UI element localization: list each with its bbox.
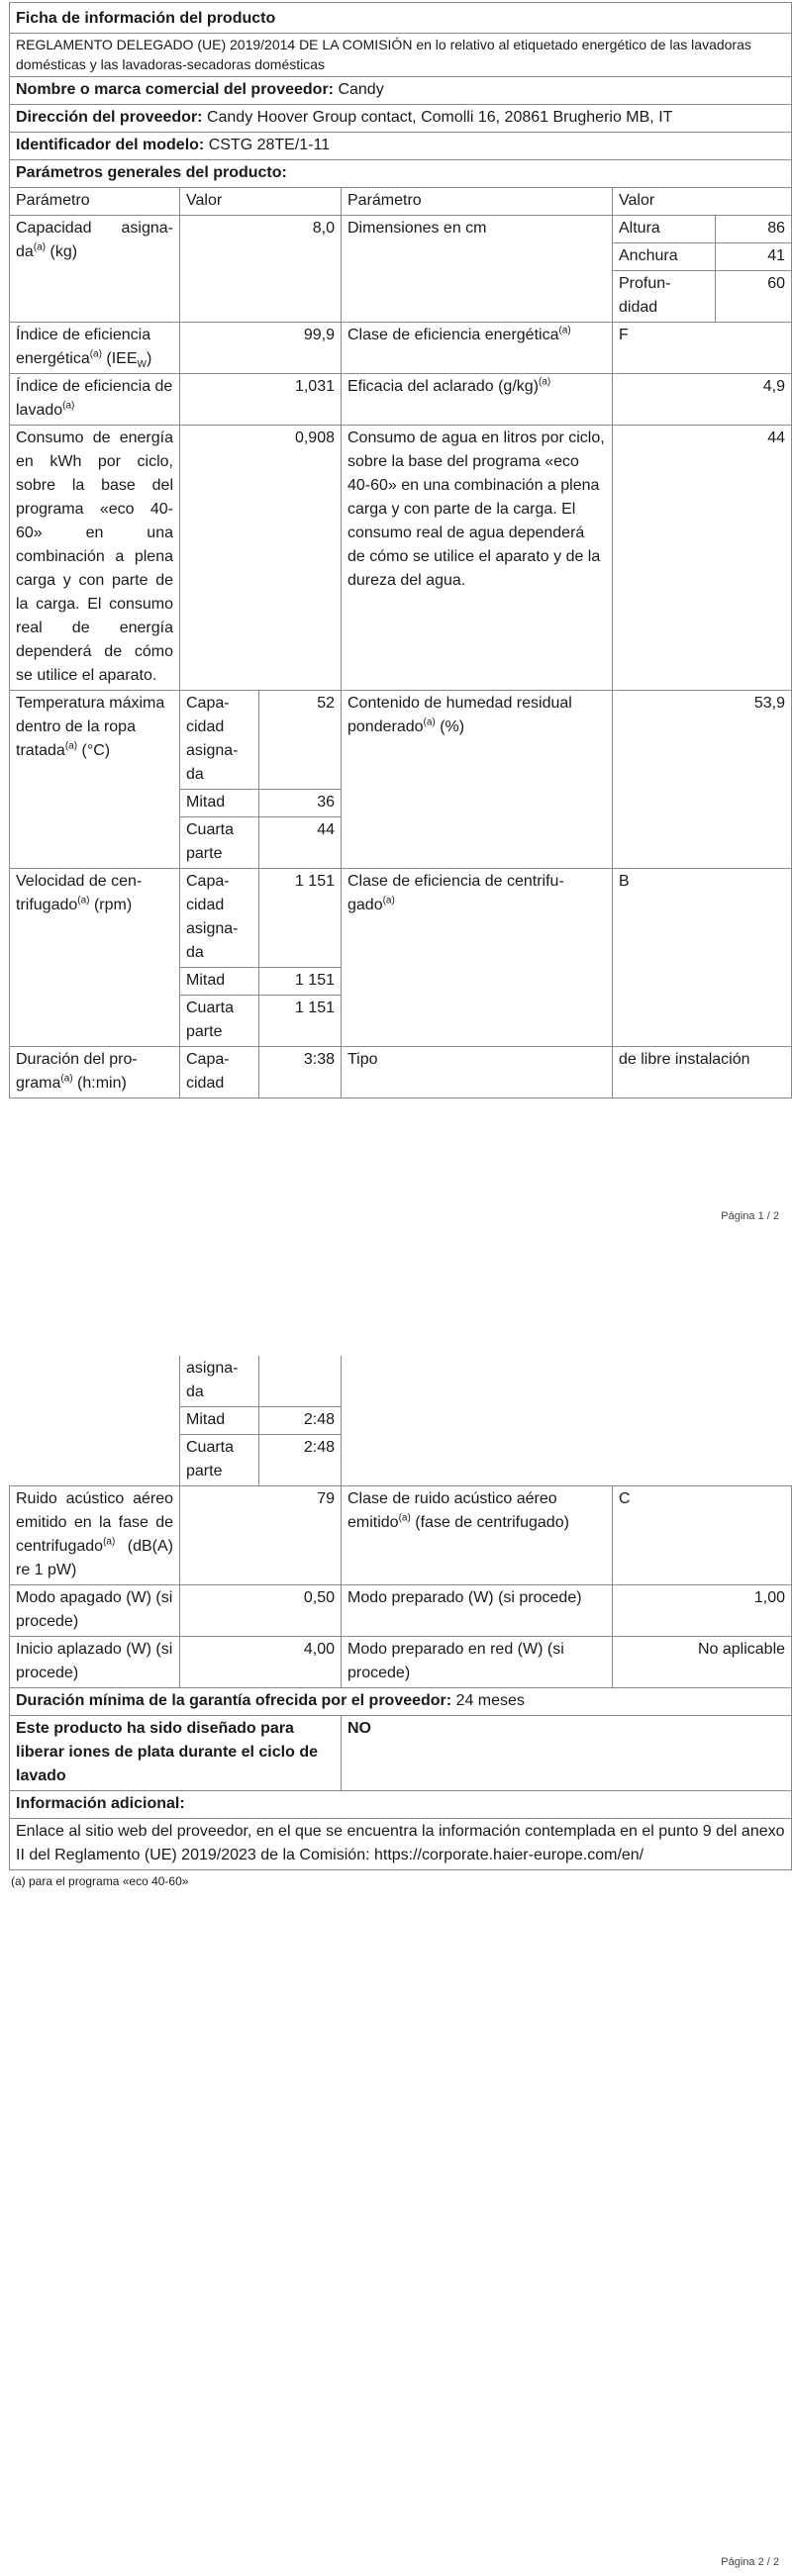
- water-consumption-label: Consumo de agua en litros por ciclo, sobre la base del programa «eco 40-60» en una combinación a plena carga y con parte de la carga. El consumo real de agua dependerá de cómo se utilice el aparato y de la dureza del agua.: [342, 426, 613, 691]
- moisture-value: 53,9: [613, 691, 792, 869]
- spin-class-label: Clase de eficiencia de centrifu-gado$^{(a)}$: [342, 869, 613, 1047]
- regulation-text: REGLAMENTO DELEGADO (UE) 2019/2014 DE LA COMISIÓN en lo relativo al etiquetado energético de las lavadoras domésticas y las lavadoras-secadoras domésticas: [10, 34, 792, 77]
- noise-label: Ruido acústico aéreo emitido en la fase de centrifugado$^{(a)}$ (dB(A) re 1 pW): [10, 1486, 180, 1585]
- duration-rated-continued-blank: [259, 1356, 342, 1407]
- spin-quarter-value: 1 151: [259, 996, 342, 1047]
- spin-sub-quarter: Cuarta parte: [180, 996, 259, 1047]
- col-header-value-2: Valor: [613, 188, 792, 216]
- noise-class-value: C: [613, 1486, 792, 1585]
- depth-value: 60: [716, 271, 792, 323]
- temp-quarter-value: 44: [259, 817, 342, 869]
- general-params-heading: Parámetros generales del producto:: [10, 160, 792, 188]
- spin-rated-value: 1 151: [259, 869, 342, 968]
- supplier-address-value: Candy Hoover Group contact, Comolli 16, 20861 Brugherio MB, IT: [206, 109, 673, 126]
- height-value: 86: [716, 216, 792, 243]
- duration-right-blank: [342, 1356, 792, 1486]
- page-number-1: Página 1 / 2: [721, 1210, 779, 1222]
- washing-efficiency-label: Índice de eficiencia de lavado$^{(a)}$: [10, 374, 180, 426]
- type-value: de libre instalación: [613, 1047, 792, 1098]
- capacity-value: 8,0: [180, 216, 342, 323]
- silver-ions-label: Este producto ha sido diseñado para liberar iones de plata durante el ciclo de lavado: [10, 1716, 342, 1791]
- document-page-2: [9, 1356, 791, 1892]
- duration-sub-quarter: Cuarta parte: [180, 1435, 259, 1486]
- supplier-name-label: Nombre o marca comercial del proveedor:: [16, 81, 334, 98]
- page-2: [0, 1287, 792, 2576]
- spin-sub-half: Mitad: [180, 968, 259, 996]
- model-id-row: [10, 133, 792, 160]
- standby-value: 1,00: [613, 1585, 792, 1637]
- info-table-page-2: [9, 1356, 792, 1870]
- model-id-value: CSTG 28TE/1-11: [208, 137, 331, 153]
- energy-class-label: Clase de eficiencia energética$^{(a)}$: [342, 323, 613, 374]
- duration-rated-value: 3:38: [259, 1047, 342, 1098]
- column-header-row: [10, 188, 792, 216]
- additional-info-heading: Información adicional:: [10, 1791, 792, 1819]
- temp-sub-half: Mitad: [180, 790, 259, 817]
- duration-sub-rated-part1: Capa-cidad: [180, 1047, 259, 1098]
- silver-ions-value: NO: [342, 1716, 792, 1791]
- guarantee-row: [10, 1688, 792, 1716]
- energy-class-value: F: [613, 323, 792, 374]
- network-standby-value: No aplicable: [613, 1637, 792, 1688]
- type-label: Tipo: [342, 1047, 613, 1098]
- guarantee-value: 24 meses: [455, 1692, 525, 1709]
- duration-sub-rated-part2: asigna-da: [180, 1356, 259, 1407]
- spin-class-value: B: [613, 869, 792, 1047]
- additional-info-text: Enlace al sitio web del proveedor, en el que se encuentra la información contemplada en el punto 9 del anexo II del Reglamento (UE) 2019/2023 de la Comisión: https://corporate.haier-europe.com/en/: [10, 1819, 792, 1870]
- energy-consumption-value: 0,908: [180, 426, 342, 691]
- temp-rated-value: 52: [259, 691, 342, 790]
- supplier-name-row: [10, 77, 792, 105]
- delay-start-value: 4,00: [180, 1637, 342, 1688]
- spin-sub-rated: Capa-cidad asigna-da: [180, 869, 259, 968]
- footnote: (a) para el programa «eco 40-60»: [11, 1874, 189, 1888]
- rinse-value: 4,9: [613, 374, 792, 426]
- temp-sub-quarter: Cuarta parte: [180, 817, 259, 869]
- duration-label: Duración del pro-grama$^{(a)}$ (h:min): [10, 1047, 180, 1098]
- guarantee-label: Duración mínima de la garantía ofrecida por el proveedor:: [16, 1692, 452, 1709]
- duration-sub-half: Mitad: [180, 1407, 259, 1435]
- off-mode-value: 0,50: [180, 1585, 342, 1637]
- moisture-label: Contenido de humedad residual ponderado$^{(a)}$ (%): [342, 691, 613, 869]
- eei-value: 99,9: [180, 323, 342, 374]
- page-number-2: Página 2 / 2: [721, 2556, 779, 2568]
- temperature-label: Temperatura máxima dentro de la ropa tratada$^{(a)}$ (°C): [10, 691, 180, 869]
- supplier-address-row: [10, 105, 792, 133]
- noise-value: 79: [180, 1486, 342, 1585]
- info-table-page-1: [9, 2, 792, 1098]
- supplier-address-label: Dirección del proveedor:: [16, 109, 203, 126]
- capacity-label: Capacidad asigna-$da^{(a)}$ (kg): [10, 216, 180, 323]
- page-1: [0, 0, 792, 1287]
- off-mode-label: Modo apagado (W) (si procede): [10, 1585, 180, 1637]
- energy-consumption-label: Consumo de energía en kWh por ciclo, sobre la base del programa «eco 40-60» en una combinación a plena carga y con parte de la carga. El consumo real de energía dependerá de cómo se utilice el aparato.: [10, 426, 180, 691]
- duration-quarter-value: 2:48: [259, 1435, 342, 1486]
- height-label: Altura: [613, 216, 716, 243]
- col-header-value-1: Valor: [180, 188, 342, 216]
- water-consumption-value: 44: [613, 426, 792, 691]
- spin-half-value: 1 151: [259, 968, 342, 996]
- duration-half-value: 2:48: [259, 1407, 342, 1435]
- col-header-param-1: Parámetro: [10, 188, 180, 216]
- rinse-label: Eficacia del aclarado $(g/kg)^{(a)}$: [342, 374, 613, 426]
- delay-start-label: Inicio aplazado (W) (si procede): [10, 1637, 180, 1688]
- col-header-param-2: Parámetro: [342, 188, 613, 216]
- network-standby-label: Modo preparado en red (W) (si procede): [342, 1637, 613, 1688]
- width-value: 41: [716, 243, 792, 271]
- depth-label: Profun-didad: [613, 271, 716, 323]
- washing-efficiency-value: 1,031: [180, 374, 342, 426]
- noise-class-label: Clase de ruido acústico aéreo emitido$^{(a)}$ (fase de centrifugado): [342, 1486, 613, 1585]
- eei-label: Índice de eficiencia energética$^{(a)}$ $(IEE_W)$: [10, 323, 180, 374]
- spin-speed-label: Velocidad de cen-trifugado$^{(a)}$ (rpm): [10, 869, 180, 1047]
- supplier-name-value: Candy: [338, 81, 384, 98]
- dimensions-label: Dimensiones en cm: [342, 216, 613, 323]
- temp-sub-rated: Capa-cidad asigna-da: [180, 691, 259, 790]
- standby-label: Modo preparado (W) (si procede): [342, 1585, 613, 1637]
- duration-continued-blank: [10, 1356, 180, 1486]
- document-page-1: [9, 2, 791, 1098]
- page-title: Ficha de información del producto: [10, 3, 792, 34]
- temp-half-value: 36: [259, 790, 342, 817]
- model-id-label: Identificador del modelo:: [16, 137, 205, 153]
- width-label: Anchura: [613, 243, 716, 271]
